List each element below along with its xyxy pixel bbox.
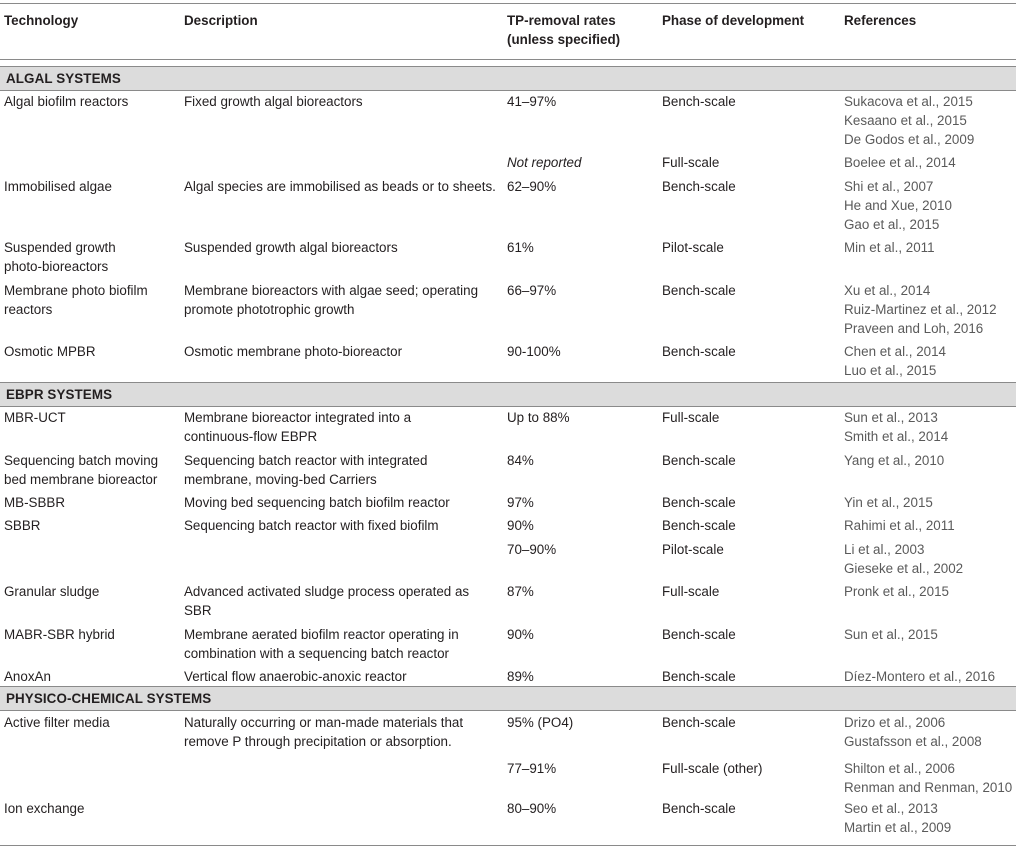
- description-cell-line: Suspended growth algal bioreactors: [184, 240, 398, 255]
- references-cell-line: Kesaano et al., 2015: [844, 113, 967, 128]
- phase-cell: Full-scale: [662, 584, 720, 599]
- description-cell: [184, 713, 463, 751]
- references-cell: [844, 759, 1012, 797]
- technology-cell: [4, 799, 84, 818]
- header-rates: [507, 11, 620, 49]
- description-cell: [184, 92, 363, 111]
- references-cell: [844, 92, 974, 149]
- references-cell-line: Sun et al., 2013: [844, 410, 938, 425]
- description-cell-line: Advanced activated sludge process operated as: [184, 584, 470, 599]
- references-cell-line: Gao et al., 2015: [844, 217, 940, 232]
- technology-cell-line: reactors: [4, 302, 53, 317]
- references-cell-line: De Godos et al., 2009: [844, 132, 975, 147]
- section-title: EBPR SYSTEMS: [6, 387, 113, 402]
- description-cell: [184, 667, 407, 686]
- references-cell-line: Sun et al., 2015: [844, 627, 938, 642]
- technology-cell-line: Granular sludge: [4, 584, 100, 599]
- technology-cell: [4, 92, 128, 111]
- phase-cell: Pilot-scale: [662, 240, 724, 255]
- references-cell-line: Drizo et al., 2006: [844, 715, 946, 730]
- rate-cell: 89%: [507, 669, 534, 684]
- technology-cell-line: Ion exchange: [4, 801, 85, 816]
- technology-cell-line: bed membrane bioreactor: [4, 472, 158, 487]
- references-cell-line: Li et al., 2003: [844, 542, 925, 557]
- references-cell-line: Gustafsson et al., 2008: [844, 734, 982, 749]
- references-cell-line: He and Xue, 2010: [844, 198, 952, 213]
- phase-cell: Bench-scale: [662, 518, 736, 533]
- description-cell: [184, 451, 427, 489]
- description-cell: [184, 582, 469, 620]
- references-cell: [844, 540, 963, 578]
- description-cell: [184, 238, 398, 257]
- section-title: PHYSICO-CHEMICAL SYSTEMS: [6, 691, 212, 706]
- description-cell: [184, 177, 496, 196]
- technology-cell: [4, 408, 66, 427]
- references-cell-line: Martin et al., 2009: [844, 820, 952, 835]
- phase-cell: Full-scale (other): [662, 761, 763, 776]
- technology-cell: [4, 238, 116, 276]
- section-header: [0, 687, 1016, 710]
- description-cell-line: SBR: [184, 603, 212, 618]
- technology-cell: [4, 451, 158, 489]
- description-cell-line: Sequencing batch reactor with integrated: [184, 453, 428, 468]
- references-cell-line: Shi et al., 2007: [844, 179, 934, 194]
- description-cell-line: remove P through precipitation or absorption.: [184, 734, 452, 749]
- references-cell: [844, 625, 938, 644]
- rate-cell: Not reported: [507, 155, 582, 170]
- section-rule: [0, 406, 1016, 407]
- references-cell-line: Renman and Renman, 2010: [844, 780, 1013, 795]
- description-cell: [184, 493, 450, 512]
- description-cell: [184, 516, 439, 535]
- rate-cell: 70–90%: [507, 542, 557, 557]
- description-cell-line: Naturally occurring or man-made materials that: [184, 715, 464, 730]
- technology-cell: [4, 342, 96, 361]
- description-cell-line: combination with a sequencing batch reactor: [184, 646, 449, 661]
- references-cell-line: Luo et al., 2015: [844, 363, 937, 378]
- references-cell-line: Shilton et al., 2006: [844, 761, 955, 776]
- technology-cell: [4, 625, 115, 644]
- references-cell-line: Yang et al., 2010: [844, 453, 945, 468]
- description-cell-line: Fixed growth algal bioreactors: [184, 94, 363, 109]
- references-cell: [844, 713, 982, 751]
- references-cell: [844, 516, 955, 535]
- description-cell-line: Osmotic membrane photo-bioreactor: [184, 344, 403, 359]
- description-cell-line: Algal species are immobilised as beads or to sheets.: [184, 179, 496, 194]
- references-cell: [844, 408, 948, 446]
- rate-cell: 80–90%: [507, 801, 557, 816]
- technology-cell-line: Membrane photo biofilm: [4, 283, 148, 298]
- technology-cell: [4, 582, 99, 601]
- references-cell: [844, 238, 935, 257]
- description-cell: [184, 408, 411, 446]
- rate-cell: 87%: [507, 584, 534, 599]
- technology-cell-line: MB-SBBR: [4, 495, 66, 510]
- header-bottom-rule: [0, 59, 1016, 60]
- phase-cell: Bench-scale: [662, 453, 736, 468]
- references-cell-line: Smith et al., 2014: [844, 429, 949, 444]
- references-cell-line: Boelee et al., 2014: [844, 155, 956, 170]
- references-cell-line: Rahimi et al., 2011: [844, 518, 955, 533]
- rate-cell: 95% (PO4): [507, 715, 574, 730]
- header-rates-line1: TP-removal rates: [507, 13, 616, 28]
- references-cell: [844, 582, 949, 601]
- header-phase: Phase of development: [662, 13, 805, 28]
- technology-cell: [4, 177, 112, 196]
- phase-cell: Bench-scale: [662, 715, 736, 730]
- description-cell: [184, 342, 402, 361]
- rate-cell: 90%: [507, 627, 534, 642]
- rate-cell: 84%: [507, 453, 534, 468]
- rate-cell: 66–97%: [507, 283, 557, 298]
- technology-cell: [4, 516, 40, 535]
- bottom-rule: [0, 845, 1016, 846]
- references-cell-line: Pronk et al., 2015: [844, 584, 949, 599]
- description-cell-line: Membrane bioreactor integrated into a: [184, 410, 412, 425]
- phase-cell: Bench-scale: [662, 179, 736, 194]
- references-cell-line: Seo et al., 2013: [844, 801, 938, 816]
- phase-cell: Pilot-scale: [662, 542, 724, 557]
- phase-cell: Bench-scale: [662, 344, 736, 359]
- references-cell-line: Ruiz-Martinez et al., 2012: [844, 302, 997, 317]
- references-cell-line: Yin et al., 2015: [844, 495, 933, 510]
- description-cell-line: Moving bed sequencing batch biofilm reactor: [184, 495, 450, 510]
- technology-cell: [4, 281, 148, 319]
- top-rule: [0, 3, 1016, 4]
- section-title: ALGAL SYSTEMS: [6, 71, 121, 86]
- references-cell: [844, 667, 995, 686]
- description-cell-line: Vertical flow anaerobic-anoxic reactor: [184, 669, 407, 684]
- header-technology: Technology: [4, 13, 79, 28]
- technology-cell-line: Suspended growth: [4, 240, 116, 255]
- section-header: [0, 67, 1016, 90]
- references-cell: [844, 799, 951, 837]
- phase-cell: Bench-scale: [662, 94, 736, 109]
- header-rates-line2: (unless specified): [507, 32, 621, 47]
- technology-cell-line: MABR-SBR hybrid: [4, 627, 115, 642]
- header-description: Description: [184, 13, 258, 28]
- technology-cell: [4, 493, 65, 512]
- phase-cell: Full-scale: [662, 155, 720, 170]
- technology-cell-line: Osmotic MPBR: [4, 344, 96, 359]
- references-cell: [844, 153, 956, 172]
- technology-cell-line: Algal biofilm reactors: [4, 94, 129, 109]
- references-cell: [844, 281, 997, 338]
- phase-cell: Bench-scale: [662, 669, 736, 684]
- references-cell-line: Xu et al., 2014: [844, 283, 931, 298]
- phase-cell: Full-scale: [662, 410, 720, 425]
- description-cell-line: promote phototrophic growth: [184, 302, 355, 317]
- references-cell-line: Gieseke et al., 2002: [844, 561, 964, 576]
- description-cell-line: Membrane bioreactors with algae seed; operating: [184, 283, 479, 298]
- section-rule: [0, 90, 1016, 91]
- technology-cell-line: photo-bioreactors: [4, 259, 109, 274]
- technology-cell-line: Immobilised algae: [4, 179, 112, 194]
- description-cell-line: Membrane aerated biofilm reactor operating in: [184, 627, 459, 642]
- rate-cell: 77–91%: [507, 761, 557, 776]
- technology-cell-line: Active filter media: [4, 715, 110, 730]
- description-cell: [184, 281, 478, 319]
- header-references: References: [844, 13, 917, 28]
- description-cell-line: membrane, moving-bed Carriers: [184, 472, 377, 487]
- references-cell: [844, 342, 946, 380]
- technology-cell: [4, 667, 51, 686]
- section-rule: [0, 710, 1016, 711]
- technology-cell-line: AnoxAn: [4, 669, 51, 684]
- rate-cell: 61%: [507, 240, 534, 255]
- rate-cell: Up to 88%: [507, 410, 570, 425]
- rate-cell: 41–97%: [507, 94, 557, 109]
- description-cell-line: continuous-flow EBPR: [184, 429, 318, 444]
- phase-cell: Bench-scale: [662, 627, 736, 642]
- rate-cell: 90%: [507, 518, 534, 533]
- rate-cell: 97%: [507, 495, 534, 510]
- technology-cell-line: SBBR: [4, 518, 41, 533]
- references-cell: [844, 451, 944, 470]
- description-cell: [184, 625, 459, 663]
- technology-cell-line: MBR-UCT: [4, 410, 66, 425]
- references-cell: [844, 493, 933, 512]
- references-cell-line: Chen et al., 2014: [844, 344, 946, 359]
- references-cell-line: Sukacova et al., 2015: [844, 94, 973, 109]
- phase-cell: Bench-scale: [662, 283, 736, 298]
- references-cell-line: Praveen and Loh, 2016: [844, 321, 984, 336]
- references-cell: [844, 177, 952, 234]
- phase-cell: Bench-scale: [662, 801, 736, 816]
- rate-cell: 62–90%: [507, 179, 557, 194]
- description-cell-line: Sequencing batch reactor with fixed biofilm: [184, 518, 439, 533]
- technology-cell-line: Sequencing batch moving: [4, 453, 159, 468]
- references-cell-line: Min et al., 2011: [844, 240, 935, 255]
- phase-cell: Bench-scale: [662, 495, 736, 510]
- section-header: [0, 383, 1016, 406]
- technology-cell: [4, 713, 110, 732]
- rate-cell: 90-100%: [507, 344, 561, 359]
- references-cell-line: Díez-Montero et al., 2016: [844, 669, 996, 684]
